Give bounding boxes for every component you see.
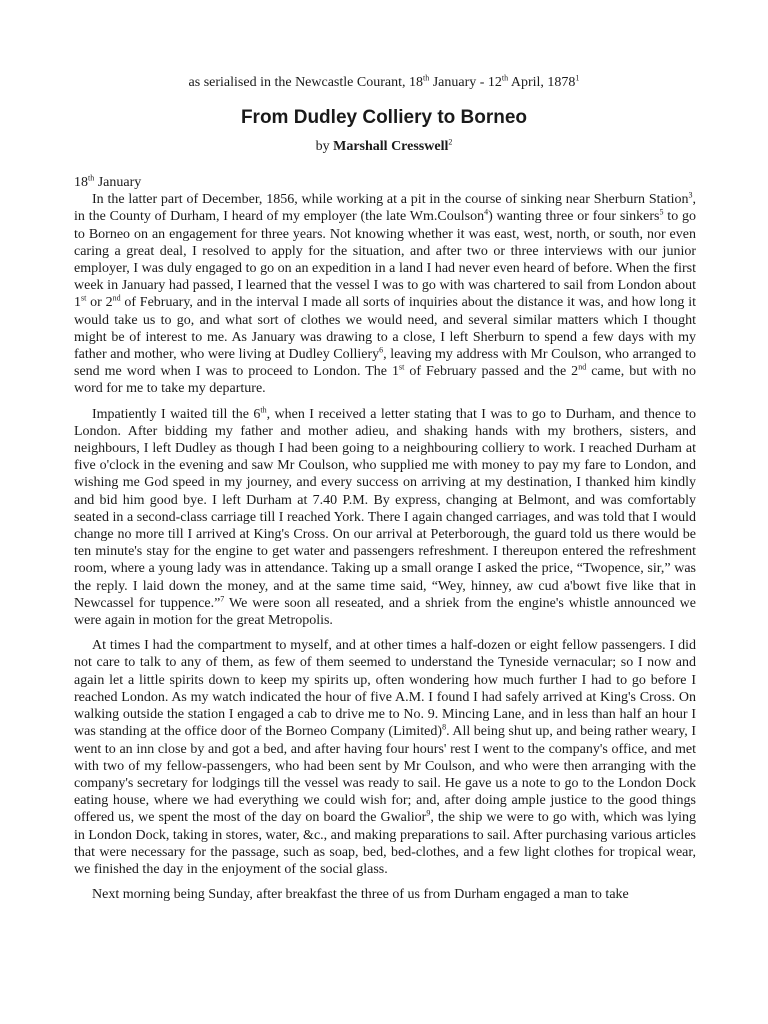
serial-note-text: January - 12 (429, 75, 502, 90)
superscript: th (88, 173, 95, 183)
paragraph-text: . All being shut up, and being rather weary, I went to an inn close by and got a bed, and after having four hours' rest I went to the company's office, and met with two of my fellow-passengers, who had been sent by Mr Coulson, and who were then arranging with the company's secretary for lodgings till the vessel was ready to sail. He gave us a note to go to the London Dock eating house, where we had everything we could wish for; and, after doing ample justice to the good things offered us, we spent the most of the day on board the Gwalior (74, 724, 696, 826)
paragraph-text: or 2 (86, 295, 113, 311)
paragraph-text: At times I had the compartment to myself, and at other times a half-dozen or eight fellow passengers. I did not care to talk to any of them, as few of them seemed to understand the Tyneside vernacular; so I now and again let a little spirits down to keep my spirits up, often wondering how much further I had to go before I reached London. As my watch indicated the hour of five A.M. I found I had safely arrived at King's Cross. On walking outside the station I engaged a cab to drive me to No. 9. Mincing Lane, and in less than half an hour I was standing at the office door of the Borneo Company (Limited) (74, 638, 696, 740)
paragraph-text: came, but with no word for me to take my departure. (74, 364, 697, 397)
paragraph-text: of February, and in the interval I made all sorts of inquiries about the distance it was, and how long it would take us to go, and what sort of clothes we would need, and several similar matters which I thought might be of interest to me. As January was drawing to a close, I left Sherburn to spend a few days with my father and mother, who were living at Dudley Colliery (74, 295, 696, 363)
paragraph-text: , leaving my address with Mr Coulson, who arranged to send me word when I was to proceed to London. The 1 (74, 347, 696, 380)
author-name: Marshall Cresswell (333, 139, 449, 154)
superscript: st (81, 293, 87, 303)
paragraph-4 (74, 886, 696, 903)
paragraph-text: to go to Borneo on an engagement for three years. Not knowing whether it was east, west, north, or south, nor even caring a great deal, I resolved to apply for the situation, and after two or three interviews with our junior employer, I was duly engaged to go on an expedition in a land I had never even heard of before. When the first week in January had passed, I learned that the vessel I was to go with was chartered to sail from London about 1 (74, 209, 696, 311)
footnote-marker: 3 (688, 190, 693, 200)
footnote-marker: 2 (448, 137, 453, 147)
document-title: From Dudley Colliery to Borneo (240, 107, 528, 128)
paragraph-text: Next morning being Sunday, after breakfast the three of us from Durham engaged a man to take (92, 887, 629, 903)
paragraph-text: We were soon all reseated, and a shriek from the engine's whistle announced we were again in motion for the great Metropolis. (74, 595, 696, 629)
installment-date (74, 174, 696, 191)
footnote-marker: 9 (426, 808, 431, 818)
superscript: th (260, 404, 267, 414)
paragraph-text: In the latter part of December, 1856, while working at a pit in the course of sinking near Sherburn Station (92, 192, 689, 208)
paragraph-text: , the ship we were to go with, which was lying in London Dock, taking in stores, water, &c., and making preparations to sail. After purchasing various articles that were necessary for the passage, such as soap, bed, bed-clothes, and a few light clothes for tropical wear, we finished the day in the enjoyment of the social glass. (74, 810, 697, 877)
superscript: th (501, 73, 509, 83)
superscript: nd (112, 293, 121, 303)
superscript: nd (578, 362, 587, 372)
footnote-marker: 8 (442, 722, 447, 732)
byline (0, 138, 768, 156)
date-day: 18 (74, 175, 88, 190)
article-body (74, 174, 696, 911)
superscript: st (398, 362, 405, 372)
footnote-marker: 4 (484, 207, 489, 217)
superscript: th (422, 73, 430, 83)
paragraph-text: , in the County of Durham, I heard of my employer (the late Wm.Coulson (74, 192, 696, 225)
footnote-marker: 1 (575, 73, 580, 83)
paragraph-text: Impatiently I waited till the 6 (92, 406, 261, 422)
footnote-marker: 5 (659, 207, 664, 217)
paragraph-3 (74, 637, 696, 878)
paragraph-text: , when I received a letter stating that I was to go to Durham, and thence to London. After bidding my father and mother adieu, and shaking hands with my brothers, sisters, and neighbours, I left Dudley as though I had been going to a neighbouring colliery to work. I reached Durham at five o'clock in the evening and saw Mr Coulson, who supplied me with money to pay my fare to London, and wishing me God speed in my journey, and every success on arriving at my destination, I thanked him kindly and bid him good bye. I left Durham at 7.40 P.M. By express, changing at Belmont, and was comfortably seated in a second-class carriage till I reached York. There I again changed carriages, and was told that I would change no more till I arrived at King's Cross. On our arrival at Peterborough, the guard told us there would be ten minute's stay for the engine to get water and passengers refreshment. I thereupon entered the refreshment room, where a young lady was in attendance. Taking up a small orange I asked the price, “Twopence, sir,” was the reply. I laid down the money, and at the same time said, “Wey, hinney, aw cud a'bowt five like that in Newcassel for tuppence.” (74, 406, 697, 611)
date-month: January (94, 175, 142, 190)
paragraph-text: of February passed and the 2 (404, 364, 579, 380)
paragraph-2 (74, 406, 696, 630)
serial-note-text: as serialised in the Newcastle Courant, 18 (188, 75, 423, 90)
serial-note-text: April, 1878 (508, 75, 576, 90)
paragraph-text: ) wanting three or four sinkers (488, 209, 660, 225)
footnote-marker: 7 (220, 594, 225, 604)
paragraph-1 (74, 191, 696, 397)
footnote-marker: 6 (379, 345, 384, 355)
byline-prefix: by (315, 139, 334, 154)
serialisation-note (0, 74, 768, 92)
